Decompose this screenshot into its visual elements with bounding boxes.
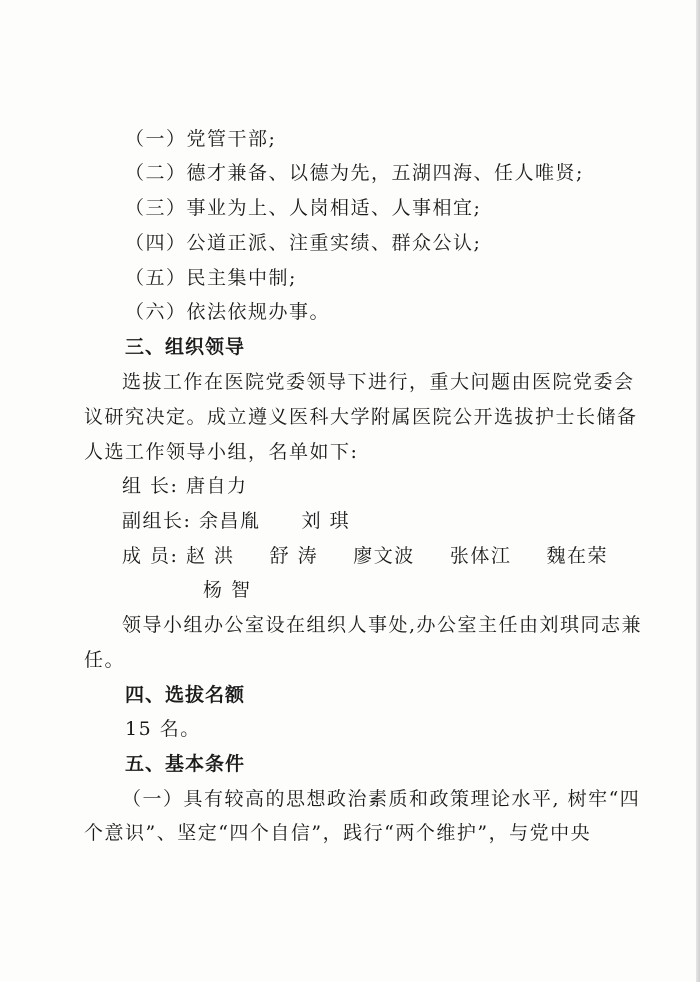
section-heading: 四、选拔名额 [125,684,246,706]
principle-item: （三）事业为上、人岗相适、人事相宜; [125,197,482,219]
paragraph-line: （一）具有较高的思想政治素质和政策理论水平, 树牢“四 [122,788,641,810]
principle-item: （五）民主集中制; [125,267,297,289]
principle-item: （六）依法依规办事。 [125,301,331,323]
member-name: 赵 洪 [186,545,235,567]
member-label: 成 员: [122,545,179,567]
paragraph-line: 议研究决定。成立遵义医科大学附属医院公开选拔护士长储备 [84,406,638,428]
principle-item: （四）公道正派、注重实绩、群众公认; [125,232,482,254]
paragraph-line: 领导小组办公室设在组织人事处,办公室主任由刘琪同志兼 [122,614,643,636]
quota-text: 15 名。 [125,718,201,740]
deputy-label: 副组长: [122,510,192,532]
section-heading: 三、组织领导 [125,336,246,358]
principle-item: （一）党管干部; [125,128,277,150]
deputy-name: 余昌胤 [198,510,261,532]
member-name: 廖文波 [353,545,415,567]
member-name: 魏在荣 [546,545,609,567]
paragraph-line: 人选工作领导小组，名单如下: [84,441,359,463]
section-heading: 五、基本条件 [125,753,246,775]
leader-row [122,473,248,499]
member-name: 舒 涛 [269,545,319,567]
leader-name: 唐自力 [186,475,248,497]
paragraph-line: 选拔工作在医院党委领导下进行，重大问题由医院党委会 [122,371,635,393]
member-name: 杨 智 [203,579,252,601]
paragraph-line: 个意识”、坚定“四个自信”，践行“两个维护”，与党中央 [84,822,592,844]
members-row [203,577,252,603]
deputy-row [122,508,350,534]
deputy-name: 刘 琪 [301,510,351,532]
page-edge-shadow [696,0,700,982]
principle-item: （二）德才兼备、以德为先，五湖四海、任人唯贤; [125,162,584,184]
paragraph-line: 任。 [84,649,126,671]
leader-label: 组 长: [122,475,179,497]
member-name: 张体江 [449,545,512,567]
members-row [122,543,608,569]
